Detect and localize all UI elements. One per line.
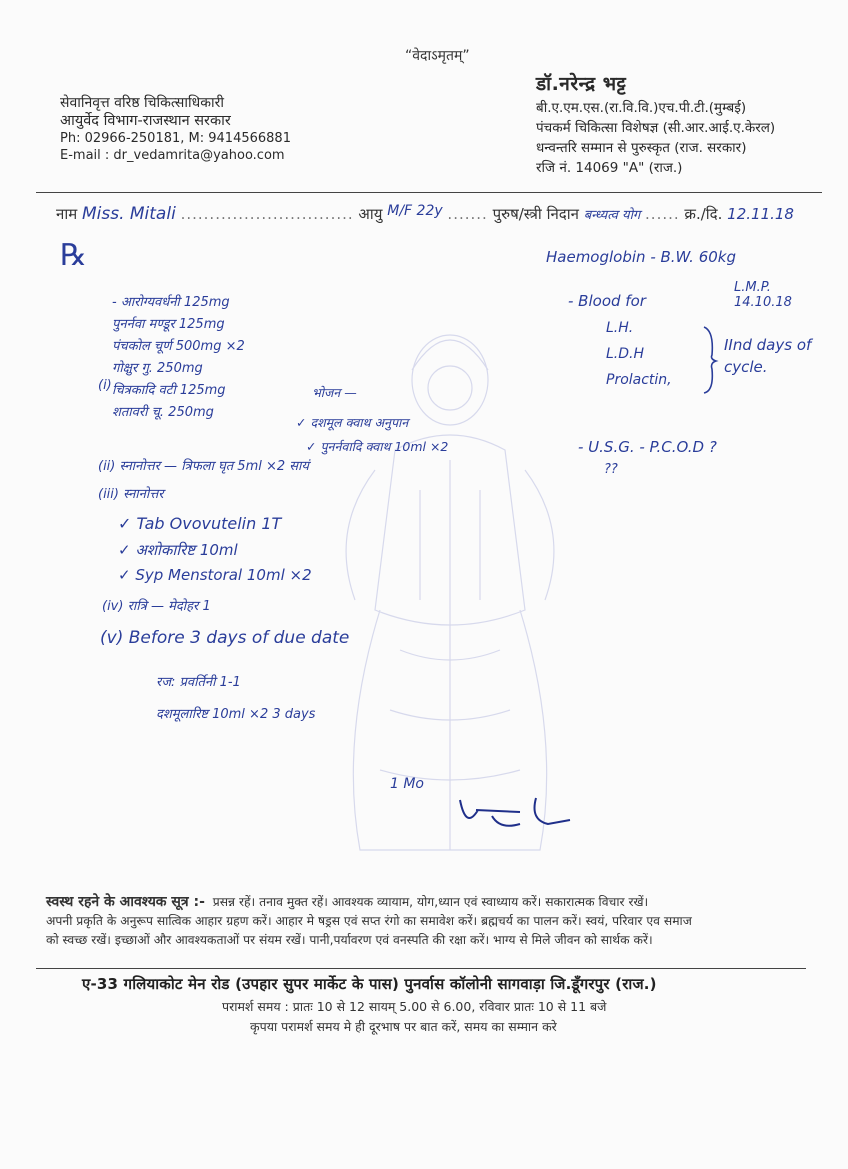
cycle-note: IInd days of cycle.	[724, 336, 812, 376]
tab-line: ✓ Tab Ovovutelin 1T	[118, 514, 282, 533]
med-1: - आरोग्यवर्धनी 125mg	[112, 295, 230, 310]
clinic-info	[60, 94, 291, 164]
diag-label: निदान	[546, 205, 579, 223]
sign-off-note: 1 Mo	[390, 776, 425, 792]
clinic-email: E-mail : dr_vedamrita@yahoo.com	[60, 148, 285, 163]
usg-question: ??	[604, 462, 618, 477]
section-1-marker: (i)	[98, 378, 112, 393]
consult-timing: परामर्श समय : प्रातः 10 से 12 सायम् 5.00 से 6.00, रविवार प्रातः 10 से 11 बजे	[222, 999, 607, 1014]
age-value: M/F 22y	[387, 203, 443, 219]
health-text-1: प्रसन्न रहें। तनाव मुक्त रहें। आवश्यक व्यायाम, योग,ध्यान एवं स्वाध्याय करें। सकारात्मक विचार रखें।	[212, 895, 649, 909]
rx-symbol: ℞	[60, 238, 87, 273]
med-6: शतावरी चू. 250mg	[112, 405, 214, 420]
section-5: (v) Before 3 days of due date	[100, 628, 350, 648]
usg-line: - U.S.G. - P.C.O.D ?	[578, 438, 717, 456]
investigation-2: - Blood for	[568, 292, 646, 310]
investigation-1: Haemoglobin - B.W. 60kg	[546, 248, 736, 266]
anupan-3: ✓ पुनर्नवादि क्वाथ 10ml ×2	[306, 439, 449, 454]
lmp-note: L.M.P. 14.10.18	[734, 280, 792, 310]
health-text-2: अपनी प्रकृति के अनुरूप सात्विक आहार ग्रहण करें। आहार मे षड्रस एवं सप्त रंगो का समावेश करें। ब्रह्मचर्य का पालन करें। स्वयं, परिवार एव समाज	[46, 914, 692, 928]
age-label: आयु	[358, 205, 383, 223]
doctor-specialty: पंचकर्म चिकित्सा विशेषज्ञ (सी.आर.आई.ए.केरल)	[536, 120, 776, 136]
line-6: रज: प्रवर्तिनी 1-1	[156, 675, 241, 690]
section-2: (ii) स्नानोत्तर — त्रिफला घृत 5ml ×2 सायं	[98, 459, 309, 474]
health-tips	[46, 893, 816, 950]
doctor-degree: बी.ए.एम.एस.(रा.वि.वि.)एच.पी.टी.(मुम्बई)	[536, 100, 747, 116]
investigation-5: Prolactin,	[606, 372, 672, 388]
med-3: पंचकोल चूर्ण 500mg ×2	[112, 339, 245, 354]
syrup-2: ✓ Syp Menstoral 10ml ×2	[118, 566, 312, 584]
doctor-signature	[430, 780, 590, 850]
med-5: चित्रकादि वटी 125mg	[112, 383, 226, 398]
clinic-line-2: आयुर्वेद विभाग-राजस्थान सरकार	[60, 113, 231, 129]
name-value: Miss. Mitali	[81, 204, 176, 224]
med-2: पुनर्नवा मण्डूर 125mg	[112, 317, 225, 332]
diag-value: बन्ध्यत्व योग	[583, 208, 641, 223]
date-value: 12.11.18	[727, 205, 794, 223]
health-heading: स्वस्थ रहने के आवश्यक सूत्र :-	[46, 894, 205, 910]
clinic-phone: Ph: 02966-250181, M: 9414566881	[60, 131, 291, 146]
doctor-name: डॉ.नरेन्द्र भट्ट	[536, 73, 627, 95]
section-4: (iv) रात्रि — मेदोहर 1	[102, 599, 211, 614]
investigation-4: L.D.H	[606, 346, 645, 362]
syrup-1: ✓ अशोकारिष्ट 10ml	[118, 541, 238, 559]
clinic-address: ए-33 गलियाकोट मेन रोड (उपहार सुपर मार्केट के पास) पुनर्वास कॉलोनी सागवाड़ा जि.डूँगरपुर (राज.)	[82, 975, 657, 993]
health-text-3: को स्वच्छ रखें। इच्छाओं और आवश्यकताओं पर संयम रखें। पानी,पर्यावरण एवं वनस्पति की रक्षा करें। भाग्य से मिले जीवन को सार्थक करें।	[46, 933, 653, 947]
footer-divider	[36, 968, 806, 969]
line-7: दशमूलारिष्ट 10ml ×2 3 days	[156, 707, 316, 722]
investigation-3: L.H.	[606, 320, 634, 336]
header-divider	[36, 192, 822, 193]
bracket-mark	[700, 325, 720, 395]
consult-note: कृपया परामर्श समय मे ही दूरभाष पर बात करें, समय का सम्मान करे	[250, 1019, 557, 1034]
anupan-1: भोजन —	[312, 385, 357, 400]
motto: “वेदाऽमृतम्”	[405, 48, 470, 64]
doctor-reg: रजि नं. 14069 "A" (राज.)	[536, 160, 683, 176]
medication-list	[112, 292, 312, 424]
sex-label: पुरुष/स्त्री	[492, 205, 542, 223]
clinic-line-1: सेवानिवृत्त वरिष्ठ चिकित्साधिकारी	[60, 95, 224, 111]
anupan-2: ✓ दशमूल क्वाथ अनुपान	[296, 415, 409, 430]
section-3: (iii) स्नानोत्तर	[98, 487, 164, 502]
date-label: क्र./दि.	[684, 205, 723, 223]
name-label: नाम	[56, 205, 78, 223]
med-4: गोक्षुर गु. 250mg	[112, 361, 203, 376]
doctor-info	[536, 74, 775, 178]
doctor-award: धन्वन्तरि सम्मान से पुरुस्कृत (राज. सरकार)	[536, 140, 747, 156]
patient-form-row: नाम Miss. Mitali .............................. आयु M/F 22y ....... पुरुष/स्त्री निदान बन्ध्यत्व योग ...... क्र./दि. 12.11.18	[56, 203, 794, 224]
